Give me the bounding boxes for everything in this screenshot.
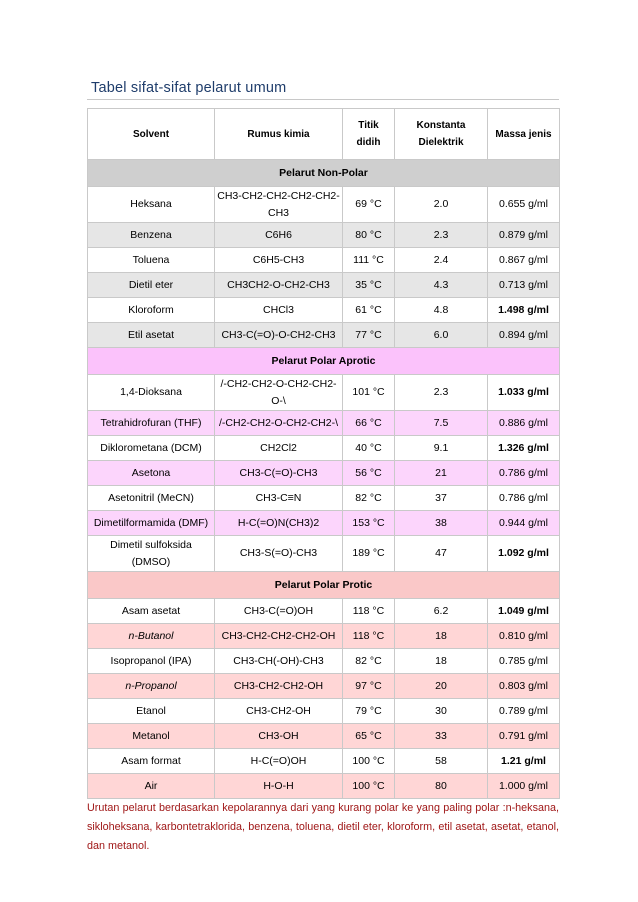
table-row	[88, 536, 560, 572]
solvent-table	[87, 108, 560, 799]
table-row	[88, 486, 560, 511]
cell-density: 0.886 g/ml	[488, 411, 560, 436]
header-solvent: Solvent	[88, 109, 215, 160]
cell-bp: 79 °C	[343, 699, 395, 724]
section-title: Pelarut Polar Aprotic	[88, 348, 560, 375]
table-row	[88, 649, 560, 674]
cell-solvent: Asam format	[88, 749, 215, 774]
cell-density: 1.049 g/ml	[488, 599, 560, 624]
cell-bp: 189 °C	[343, 536, 395, 572]
table-row	[88, 187, 560, 223]
cell-bp: 65 °C	[343, 724, 395, 749]
cell-bp: 66 °C	[343, 411, 395, 436]
cell-formula: CH3-CH2-CH2-OH	[215, 674, 343, 699]
cell-dielectric: 2.3	[395, 375, 488, 411]
section-header	[88, 348, 560, 375]
table-row	[88, 511, 560, 536]
cell-dielectric: 9.1	[395, 436, 488, 461]
cell-formula: CH3-OH	[215, 724, 343, 749]
cell-bp: 100 °C	[343, 749, 395, 774]
cell-density: 0.810 g/ml	[488, 624, 560, 649]
cell-solvent: Tetrahidrofuran (THF)	[88, 411, 215, 436]
cell-solvent: Asetonitril (MeCN)	[88, 486, 215, 511]
cell-formula: CH3-C≡N	[215, 486, 343, 511]
cell-dielectric: 47	[395, 536, 488, 572]
cell-formula: CH2Cl2	[215, 436, 343, 461]
cell-solvent	[88, 674, 215, 699]
cell-bp: 118 °C	[343, 599, 395, 624]
table-row	[88, 248, 560, 273]
cell-bp: 77 °C	[343, 323, 395, 348]
cell-solvent: Etanol	[88, 699, 215, 724]
solvent-name-rest: -Propanol	[131, 679, 177, 692]
cell-bp: 111 °C	[343, 248, 395, 273]
cell-formula: CH3-C(=O)OH	[215, 599, 343, 624]
header-density: Massa jenis	[488, 109, 560, 160]
cell-formula: C6H5-CH3	[215, 248, 343, 273]
cell-dielectric: 2.3	[395, 223, 488, 248]
section-header	[88, 160, 560, 187]
cell-density: 1.498 g/ml	[488, 298, 560, 323]
cell-density: 0.785 g/ml	[488, 649, 560, 674]
table-row	[88, 223, 560, 248]
cell-bp: 82 °C	[343, 486, 395, 511]
footnote: Urutan pelarut berdasarkan kepolarannya dari yang kurang polar ke yang paling polar :n-heksana, sikloheksana, karbontetraklorida, benzena, toluena, dietil eter, kloroform, etil asetat, asetat, etanol, dan metanol.	[87, 802, 559, 852]
cell-density: 0.713 g/ml	[488, 273, 560, 298]
cell-density: 0.786 g/ml	[488, 486, 560, 511]
cell-density: 1.092 g/ml	[488, 536, 560, 572]
italic-prefix: n	[128, 629, 135, 642]
header-boiling-point: Titik didih	[343, 109, 395, 160]
header-formula: Rumus kimia	[215, 109, 343, 160]
cell-formula: H-C(=O)N(CH3)2	[215, 511, 343, 536]
cell-bp: 80 °C	[343, 223, 395, 248]
cell-formula: /-CH2-CH2-O-CH2-CH2-O-\	[215, 375, 343, 411]
cell-dielectric: 80	[395, 774, 488, 799]
cell-dielectric: 18	[395, 624, 488, 649]
table-row	[88, 624, 560, 649]
cell-density: 0.867 g/ml	[488, 248, 560, 273]
cell-bp: 153 °C	[343, 511, 395, 536]
cell-dielectric: 37	[395, 486, 488, 511]
cell-formula: H-O-H	[215, 774, 343, 799]
cell-solvent: Diklorometana (DCM)	[88, 436, 215, 461]
cell-solvent: Asam asetat	[88, 599, 215, 624]
cell-dielectric: 21	[395, 461, 488, 486]
cell-bp: 100 °C	[343, 774, 395, 799]
table-row	[88, 461, 560, 486]
cell-solvent: Air	[88, 774, 215, 799]
section-title: Pelarut Polar Protic	[88, 572, 560, 599]
cell-bp: 82 °C	[343, 649, 395, 674]
table-row	[88, 599, 560, 624]
table-row	[88, 273, 560, 298]
cell-dielectric: 4.8	[395, 298, 488, 323]
cell-formula: CH3-CH2-CH2-CH2-CH2-CH3	[215, 187, 343, 223]
cell-dielectric: 2.0	[395, 187, 488, 223]
cell-dielectric: 38	[395, 511, 488, 536]
cell-solvent: Etil asetat	[88, 323, 215, 348]
cell-density: 0.789 g/ml	[488, 699, 560, 724]
cell-dielectric: 7.5	[395, 411, 488, 436]
cell-density: 0.879 g/ml	[488, 223, 560, 248]
cell-density: 1.000 g/ml	[488, 774, 560, 799]
cell-bp: 56 °C	[343, 461, 395, 486]
cell-solvent: Isopropanol (IPA)	[88, 649, 215, 674]
cell-formula: CHCl3	[215, 298, 343, 323]
cell-solvent: Benzena	[88, 223, 215, 248]
cell-formula: CH3-CH(-OH)-CH3	[215, 649, 343, 674]
cell-solvent: Heksana	[88, 187, 215, 223]
cell-solvent: Dietil eter	[88, 273, 215, 298]
cell-density: 0.655 g/ml	[488, 187, 560, 223]
section-title: Pelarut Non-Polar	[88, 160, 560, 187]
table-row	[88, 436, 560, 461]
cell-solvent: 1,4-Dioksana	[88, 375, 215, 411]
cell-dielectric: 20	[395, 674, 488, 699]
cell-dielectric: 33	[395, 724, 488, 749]
cell-bp: 35 °C	[343, 273, 395, 298]
cell-density: 1.21 g/ml	[488, 749, 560, 774]
solvent-name-rest: -Butanol	[134, 629, 174, 642]
cell-density: 0.894 g/ml	[488, 323, 560, 348]
cell-formula: CH3-CH2-OH	[215, 699, 343, 724]
cell-dielectric: 18	[395, 649, 488, 674]
table-row	[88, 724, 560, 749]
table-row	[88, 749, 560, 774]
table-body	[88, 160, 560, 799]
cell-dielectric: 4.3	[395, 273, 488, 298]
cell-density: 0.786 g/ml	[488, 461, 560, 486]
cell-density: 0.803 g/ml	[488, 674, 560, 699]
cell-solvent: Toluena	[88, 248, 215, 273]
cell-formula: /-CH2-CH2-O-CH2-CH2-\	[215, 411, 343, 436]
cell-bp: 97 °C	[343, 674, 395, 699]
section-header	[88, 572, 560, 599]
cell-dielectric: 6.0	[395, 323, 488, 348]
cell-density: 0.944 g/ml	[488, 511, 560, 536]
table-row	[88, 323, 560, 348]
cell-bp: 61 °C	[343, 298, 395, 323]
table-row	[88, 774, 560, 799]
cell-solvent: Metanol	[88, 724, 215, 749]
cell-solvent: Dimetilformamida (DMF)	[88, 511, 215, 536]
cell-dielectric: 2.4	[395, 248, 488, 273]
cell-formula: CH3-C(=O)-CH3	[215, 461, 343, 486]
cell-solvent: Kloroform	[88, 298, 215, 323]
table-row	[88, 375, 560, 411]
cell-bp: 69 °C	[343, 187, 395, 223]
cell-density: 1.326 g/ml	[488, 436, 560, 461]
header-dielectric: Konstanta Dielektrik	[395, 109, 488, 160]
cell-bp: 101 °C	[343, 375, 395, 411]
page-title: Tabel sifat-sifat pelarut umum	[91, 80, 287, 96]
cell-formula: C6H6	[215, 223, 343, 248]
cell-density: 0.791 g/ml	[488, 724, 560, 749]
cell-bp: 118 °C	[343, 624, 395, 649]
cell-solvent: Asetona	[88, 461, 215, 486]
cell-formula: CH3-C(=O)-O-CH2-CH3	[215, 323, 343, 348]
cell-density: 1.033 g/ml	[488, 375, 560, 411]
cell-dielectric: 58	[395, 749, 488, 774]
cell-bp: 40 °C	[343, 436, 395, 461]
cell-dielectric: 30	[395, 699, 488, 724]
table-row	[88, 298, 560, 323]
cell-solvent	[88, 624, 215, 649]
cell-dielectric: 6.2	[395, 599, 488, 624]
italic-prefix: n	[125, 679, 132, 692]
cell-formula: CH3CH2-O-CH2-CH3	[215, 273, 343, 298]
table-row	[88, 411, 560, 436]
cell-formula: CH3-CH2-CH2-CH2-OH	[215, 624, 343, 649]
title-divider	[87, 99, 559, 100]
cell-formula: CH3-S(=O)-CH3	[215, 536, 343, 572]
table-row	[88, 674, 560, 699]
cell-formula: H-C(=O)OH	[215, 749, 343, 774]
cell-solvent: Dimetil sulfoksida (DMSO)	[88, 536, 215, 572]
table-row	[88, 699, 560, 724]
